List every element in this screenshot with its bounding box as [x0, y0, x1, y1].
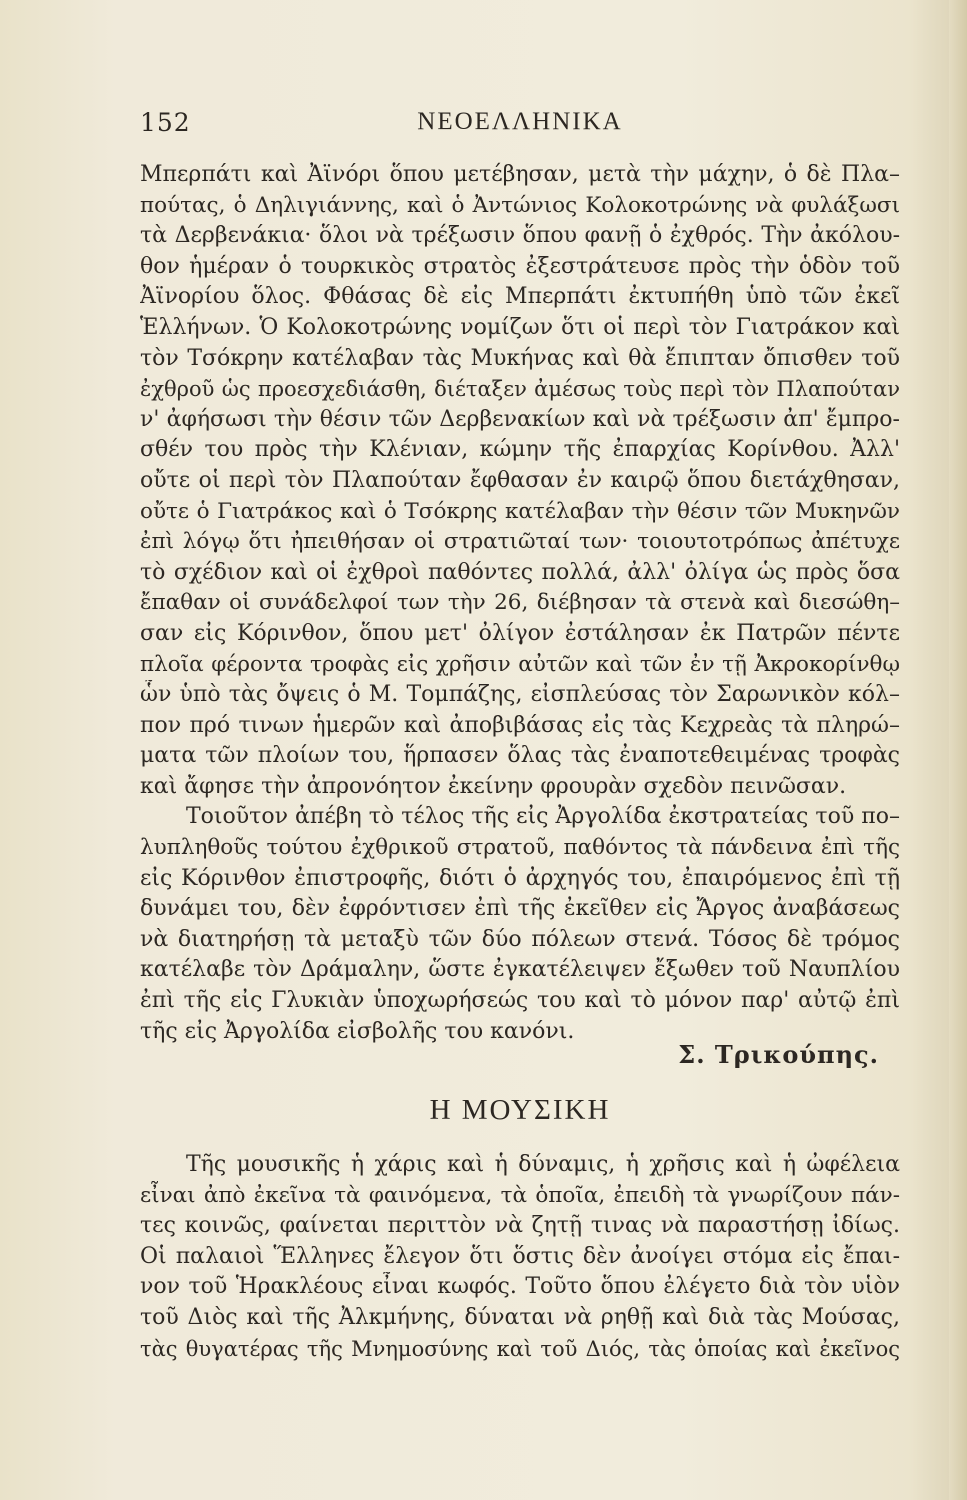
text-line: θον ἡμέραν ὁ τουρκικὸς στρατὸς ἐξεστράτευσε πρὸς τὴν ὁδὸν τοῦ [140, 253, 900, 279]
text-line: κατέλαβε τὸν Δράμαλην, ὥστε ἐγκατέλειψεν ἔξωθεν τοῦ Ναυπλίου [140, 957, 900, 983]
article-2-text [140, 1150, 900, 1364]
text-line: Τοιοῦτον ἀπέβη τὸ τέλος τῆς εἰς Ἀργολίδα ἐκστρατείας τοῦ πο– [186, 804, 900, 830]
text-line: Ἑλλήνων. Ὁ Κολοκοτρώνης νομίζων ὅτι οἱ περὶ τὸν Γιατράκον καὶ [140, 314, 900, 340]
text-line: εἰς Κόρινθον ἐπιστροφῆς, διότι ὁ ἀρχηγός του, ἐπαιρόμενος ἐπὶ τῇ [140, 865, 900, 891]
text-line: σαν εἰς Κόρινθον, ὅπου μετ' ὀλίγον ἐστάλησαν ἐκ Πατρῶν πέντε [140, 620, 900, 646]
text-line: σθέν του πρὸς τὴν Κλένιαν, κώμην τῆς ἐπαρχίας Κορίνθου. Ἀλλ' [140, 437, 900, 463]
author-signature: Σ. Τρικούπης. [678, 1040, 879, 1069]
page-header [140, 108, 900, 148]
text-line: λυπληθοῦς τούτου ἐχθρικοῦ στρατοῦ, παθόντος τὰ πάνδεινα ἐπὶ τῆς [140, 835, 900, 861]
text-line: πούτας, ὁ Δηλιγιάννης, καὶ ὁ Ἀντώνιος Κολοκοτρώνης νὰ φυλάξωσι [140, 192, 900, 218]
page-edge [949, 0, 967, 1500]
text-line: πλοῖα φέροντα τροφὰς εἰς χρῆσιν αὐτῶν καὶ τῶν ἐν τῇ Ἀκροκορίνθῳ [140, 651, 900, 677]
text-line: ἐχθροῦ ὡς προεσχεδιάσθη, διέταξεν ἀμέσως τοὺς περὶ τὸν Πλαπούταν [140, 377, 900, 402]
text-line: τὸν Τσόκρην κατέλαβαν τὰς Μυκήνας καὶ θὰ ἔπιπταν ὄπισθεν τοῦ [140, 345, 900, 371]
running-title: ΝΕΟΕΛΛΗΝΙΚΑ [417, 108, 623, 135]
text-line: τῆς εἰς Ἀργολίδα εἰσβολῆς του κανόνι. [140, 1018, 575, 1044]
text-line: τοῦ Διὸς καὶ τῆς Ἀλκμήνης, δύναται νὰ ρηθῇ καὶ διὰ τὰς Μούσας, [140, 1304, 900, 1330]
text-line: ἐπὶ τῆς εἰς Γλυκιὰν ὑποχωρήσεώς του καὶ τὸ μόνον παρ' αὐτῷ ἐπὶ [140, 988, 900, 1014]
text-line: καὶ ἄφησε τὴν ἀπρονόητον ἐκείνην φρουρὰν σχεδὸν πεινῶσαν. [140, 773, 847, 799]
text-line: ν' ἀφήσωσι τὴν θέσιν τῶν Δερβενακίων καὶ νὰ τρέξωσιν ἀπ' ἔμπρο- [140, 406, 900, 432]
text-line: ἐπὶ λόγῳ ὅτι ἠπειθήσαν οἱ στρατιῶταί των· τοιουτοτρόπως ἀπέτυχε [140, 529, 900, 555]
text-line: νον τοῦ Ἡρακλέους εἶναι κωφός. Τοῦτο ὅπου ἐλέγετο διὰ τὸν υἱὸν [140, 1274, 900, 1300]
text-line: ματα τῶν πλοίων του, ἥρπασεν ὅλας τὰς ἐναποτεθειμένας τροφὰς [140, 743, 900, 769]
article-1-text [140, 160, 900, 1047]
text-line: οὔτε ὁ Γιατράκος καὶ ὁ Τσόκρης κατέλαβαν τὴν θέσιν τῶν Μυκηνῶν [140, 498, 900, 524]
page-number: 152 [140, 108, 191, 137]
text-line: εἶναι ἀπὸ ἐκεῖνα τὰ φαινόμενα, τὰ ὁποῖα, ἐπειδὴ τὰ γνωρίζουν πάν- [140, 1182, 900, 1208]
text-line: τὰς θυγατέρας τῆς Μνημοσύνης καὶ τοῦ Διός, τὰς ὁποίας καὶ ἐκεῖνος [140, 1336, 900, 1361]
text-line: πον πρό τινων ἡμερῶν καὶ ἀποβιβάσας εἰς τὰς Κεχρεὰς τὰ πληρώ– [140, 712, 900, 738]
text-line: τες κοινῶς, φαίνεται περιττὸν νὰ ζητῇ τινας νὰ παραστήσῃ ἰδίως. [140, 1213, 900, 1239]
text-line: ἔπαθαν οἱ συνάδελφοί των τὴν 26, διέβησαν τὰ στενὰ καὶ διεσώθη– [140, 590, 900, 616]
text-line: ὧν ὑπὸ τὰς ὄψεις ὁ Μ. Τομπάζης, εἰσπλεύσας τὸν Σαρωνικὸν κόλ– [140, 682, 900, 708]
section-title: Η ΜΟΥΣΙΚΗ [429, 1094, 611, 1126]
text-line: νὰ διατηρήσῃ τὰ μεταξὺ τῶν δύο πόλεων στενά. Τόσος δὲ τρόμος [140, 926, 900, 952]
text-line: οὔτε οἱ περὶ τὸν Πλαπούταν ἔφθασαν ἐν καιρῷ ὅπου διετάχθησαν, [140, 467, 900, 493]
text-line: τὸ σχέδιον καὶ οἱ ἐχθροὶ παθόντες πολλά, ἀλλ' ὀλίγα ὡς πρὸς ὅσα [140, 559, 900, 585]
text-line: Μπερπάτι καὶ Ἀϊνόρι ὅπου μετέβησαν, μετὰ τὴν μάχην, ὁ δὲ Πλα– [140, 162, 900, 187]
text-line: δυνάμει του, δὲν ἐφρόντισεν ἐπὶ τῆς ἐκεῖθεν εἰς Ἄργος ἀναβάσεως [140, 896, 900, 922]
text-line: Οἱ παλαιοὶ Ἕλληνες ἔλεγον ὅτι ὅστις δὲν ἀνοίγει στόμα εἰς ἔπαι- [140, 1243, 900, 1269]
text-line: Τῆς μουσικῆς ἡ χάρις καὶ ἡ δύναμις, ἡ χρῆσις καὶ ἡ ὠφέλεια [186, 1152, 900, 1177]
text-line: τὰ Δερβενάκια· ὅλοι νὰ τρέξωσιν ὅπου φανῇ ὁ ἐχθρός. Τὴν ἀκόλου- [140, 223, 900, 249]
text-line: Ἀϊνορίου ὅλος. Φθάσας δὲ εἰς Μπερπάτι ἐκτυπήθη ὑπὸ τῶν ἐκεῖ [140, 284, 900, 310]
